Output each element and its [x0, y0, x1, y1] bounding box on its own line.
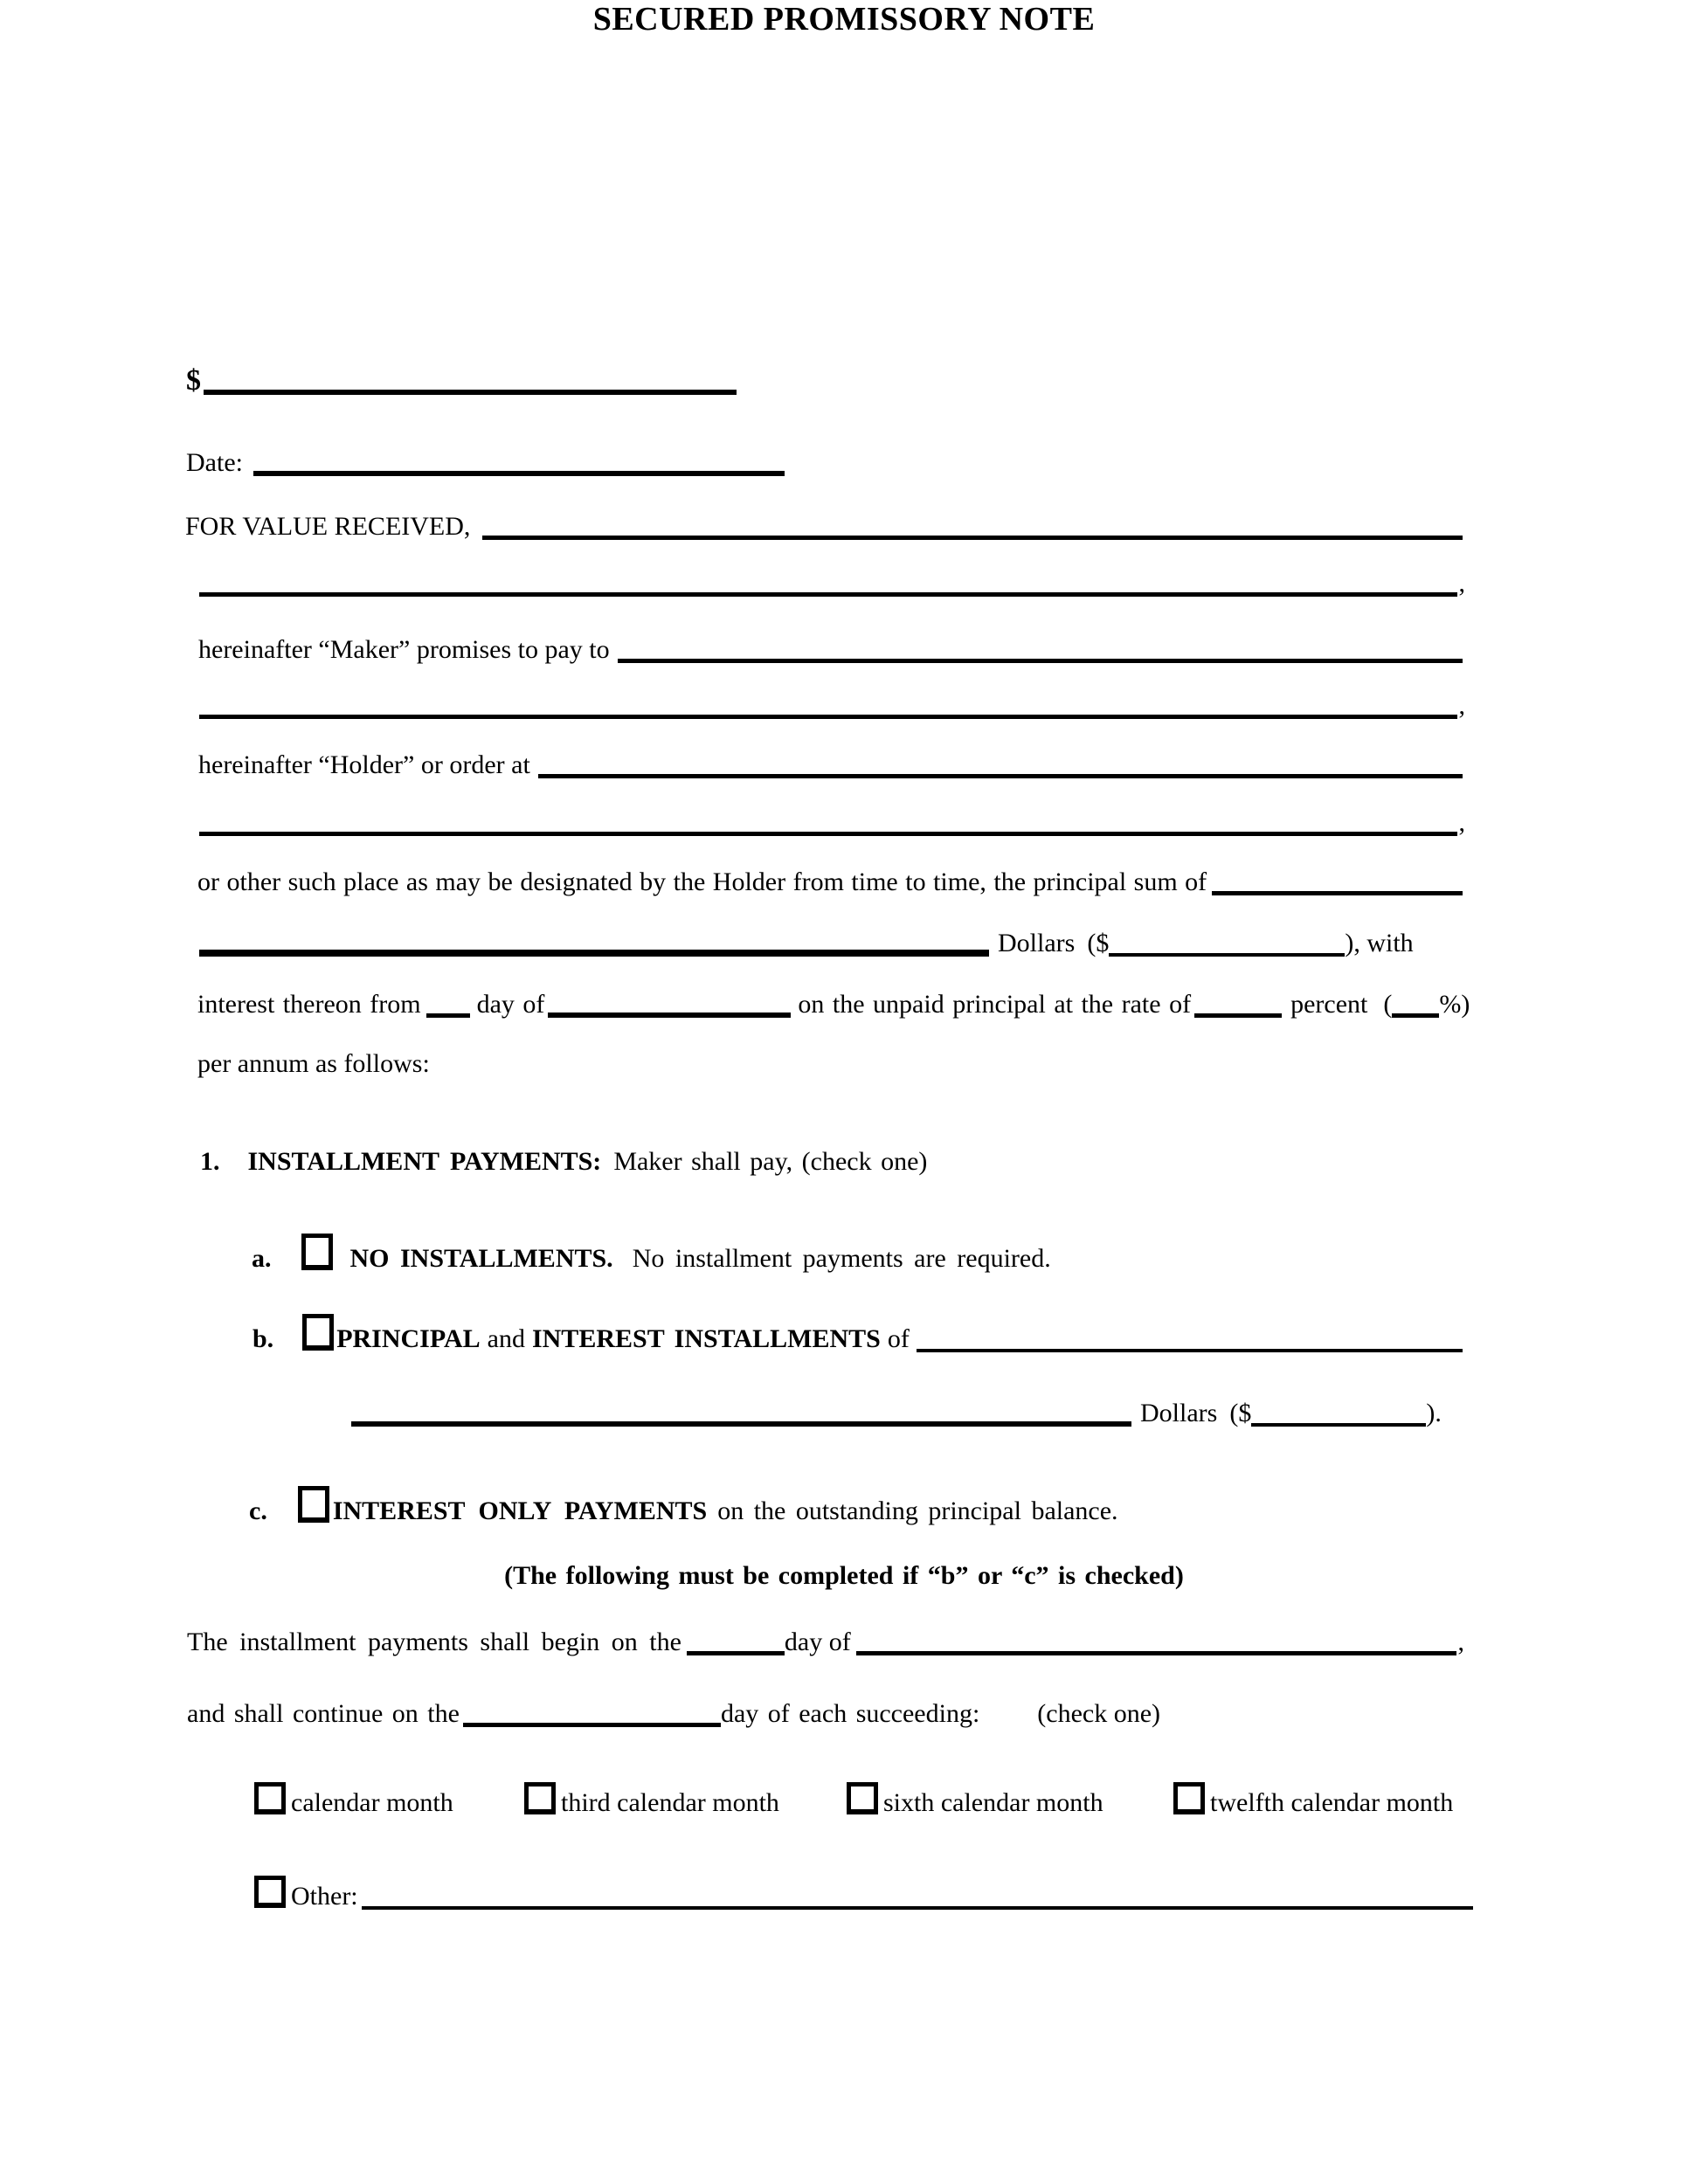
- page-title: SECURED PROMISSORY NOTE: [592, 1, 1096, 38]
- holder-clause-line: [198, 750, 1463, 781]
- checkbox-principal-interest[interactable]: [302, 1314, 334, 1351]
- interest-day-blank[interactable]: [426, 1013, 470, 1018]
- dollar-sign-label: $: [186, 364, 201, 397]
- begin-month-blank[interactable]: [856, 1650, 1456, 1655]
- section1-heading: INSTALLMENT PAYMENTS:: [247, 1147, 602, 1176]
- item-b-title-2: INTEREST INSTALLMENTS: [531, 1324, 881, 1353]
- item-c-text: on the outstanding principal balance.: [717, 1496, 1118, 1525]
- begin-comma: ,: [1457, 1628, 1464, 1656]
- principal-dollars-line: [199, 928, 1414, 959]
- option-sixth-calendar-month: [847, 1779, 1103, 1819]
- amount-blank[interactable]: [204, 389, 737, 395]
- maker-name-blank[interactable]: [482, 535, 1463, 540]
- item-b-dollars-close: ).: [1426, 1399, 1442, 1427]
- date-blank[interactable]: [253, 470, 785, 476]
- checkbox-third-calendar-month[interactable]: [524, 1782, 556, 1814]
- continue-line: [187, 1698, 1160, 1730]
- place-clause-line: [197, 867, 1463, 898]
- item-c-title: INTEREST ONLY PAYMENTS: [332, 1496, 708, 1525]
- item-c-line: [249, 1482, 1118, 1527]
- percent-blank[interactable]: [1392, 1013, 1439, 1018]
- comma-text: ,: [1458, 569, 1465, 598]
- item-b-dollars-word: Dollars: [1140, 1399, 1218, 1427]
- checkbox-no-installments[interactable]: [301, 1234, 333, 1270]
- percent-close-paren: %): [1439, 990, 1470, 1019]
- item-b-label: b.: [253, 1324, 274, 1353]
- dollars-open-paren: ($: [1087, 929, 1110, 957]
- item-c-label: c.: [249, 1496, 267, 1525]
- other-option-line: [254, 1872, 1473, 1912]
- option-label: calendar month: [291, 1788, 453, 1817]
- checkbox-sixth-calendar-month[interactable]: [847, 1782, 878, 1814]
- holder-address-blank-2[interactable]: [199, 831, 1457, 836]
- item-b-conjunction: and: [487, 1324, 525, 1353]
- item-b-of: of: [887, 1324, 910, 1353]
- comma-text: ,: [1458, 808, 1465, 837]
- per-annum-text: per annum as follows:: [197, 1049, 430, 1078]
- installment-amount-words-blank[interactable]: [917, 1348, 1463, 1352]
- begin-day-blank[interactable]: [687, 1650, 785, 1655]
- check-one-text: (check one): [1037, 1699, 1161, 1728]
- dollars-close-paren: ), with: [1345, 929, 1414, 957]
- option-label: twelfth calendar month: [1210, 1788, 1454, 1817]
- holder-clause-text: hereinafter “Holder” or order at: [198, 750, 530, 779]
- installment-amount-blank[interactable]: [1251, 1422, 1426, 1427]
- day-of-text: day of: [476, 990, 545, 1019]
- payee-continuation-line: [199, 690, 1465, 722]
- checkbox-other[interactable]: [254, 1876, 286, 1908]
- begin-clause-text: The installment payments shall begin on the: [187, 1628, 681, 1656]
- interest-line: [197, 989, 1470, 1020]
- checkbox-twelfth-calendar-month[interactable]: [1173, 1782, 1205, 1814]
- option-twelfth-calendar-month: [1173, 1779, 1453, 1819]
- continue-day-blank[interactable]: [463, 1722, 721, 1727]
- installment-amount-words-blank-2[interactable]: [351, 1420, 1131, 1427]
- interest-month-blank[interactable]: [548, 1012, 791, 1018]
- rate-blank[interactable]: [1194, 1013, 1282, 1018]
- place-clause-text: or other such place as may be designated by the Holder from time to time, the principal sum of: [197, 867, 1207, 896]
- for-value-received-label: FOR VALUE RECEIVED,: [185, 512, 471, 541]
- section1-number: 1.: [200, 1147, 220, 1176]
- option-calendar-month: [254, 1779, 453, 1819]
- date-label: Date:: [186, 448, 243, 477]
- checkbox-interest-only[interactable]: [298, 1486, 329, 1523]
- continue-tail-text: day of each succeeding:: [720, 1699, 980, 1728]
- section1-heading-line: [200, 1146, 927, 1178]
- begin-day-of-text: day of: [784, 1628, 851, 1656]
- item-a-label: a.: [252, 1244, 272, 1273]
- principal-amount-blank[interactable]: [1109, 952, 1345, 957]
- percent-word: percent: [1290, 990, 1368, 1019]
- item-a-title: NO INSTALLMENTS.: [349, 1244, 613, 1273]
- principal-sum-blank[interactable]: [1212, 890, 1463, 895]
- item-a-line: [252, 1230, 1051, 1275]
- amount-line: [186, 365, 737, 397]
- option-third-calendar-month: [524, 1779, 779, 1819]
- percent-open-paren: (: [1383, 990, 1393, 1019]
- holder-continuation-line: [199, 807, 1465, 839]
- holder-address-blank[interactable]: [538, 773, 1463, 778]
- dollars-word: Dollars: [998, 929, 1076, 957]
- maker-name-blank-2[interactable]: [199, 591, 1457, 597]
- option-label: third calendar month: [561, 1788, 779, 1817]
- item-b-dollars-open: ($: [1229, 1399, 1252, 1427]
- item-b-title-1: PRINCIPAL: [336, 1324, 481, 1353]
- payee-name-blank[interactable]: [618, 658, 1463, 663]
- other-label: Other:: [291, 1882, 358, 1911]
- other-blank[interactable]: [362, 1905, 1473, 1910]
- maker-name-continuation-line: [199, 568, 1465, 599]
- maker-clause-text: hereinafter “Maker” promises to pay to: [198, 635, 610, 664]
- comma-text: ,: [1458, 691, 1465, 720]
- item-b-line: [253, 1310, 1463, 1355]
- per-annum-line: [197, 1048, 430, 1080]
- payee-name-blank-2[interactable]: [199, 714, 1457, 719]
- interest-from-text: interest thereon from: [197, 990, 421, 1019]
- begin-line: [187, 1627, 1464, 1658]
- item-b-dollars-line: [351, 1398, 1442, 1429]
- unpaid-clause-text: on the unpaid principal at the rate of: [798, 990, 1192, 1019]
- date-line: [186, 447, 785, 479]
- checkbox-calendar-month[interactable]: [254, 1782, 286, 1814]
- continue-clause-text: and shall continue on the: [187, 1699, 460, 1728]
- item-a-text: No installment payments are required.: [632, 1244, 1051, 1273]
- maker-clause-line: [198, 634, 1463, 666]
- completion-note: (The following must be completed if “b” or “c” is checked): [504, 1561, 1184, 1590]
- option-label: sixth calendar month: [883, 1788, 1103, 1817]
- for-value-received-line: [185, 511, 1463, 543]
- principal-sum-words-blank[interactable]: [199, 949, 989, 957]
- section1-heading-tail: Maker shall pay, (check one): [613, 1147, 928, 1176]
